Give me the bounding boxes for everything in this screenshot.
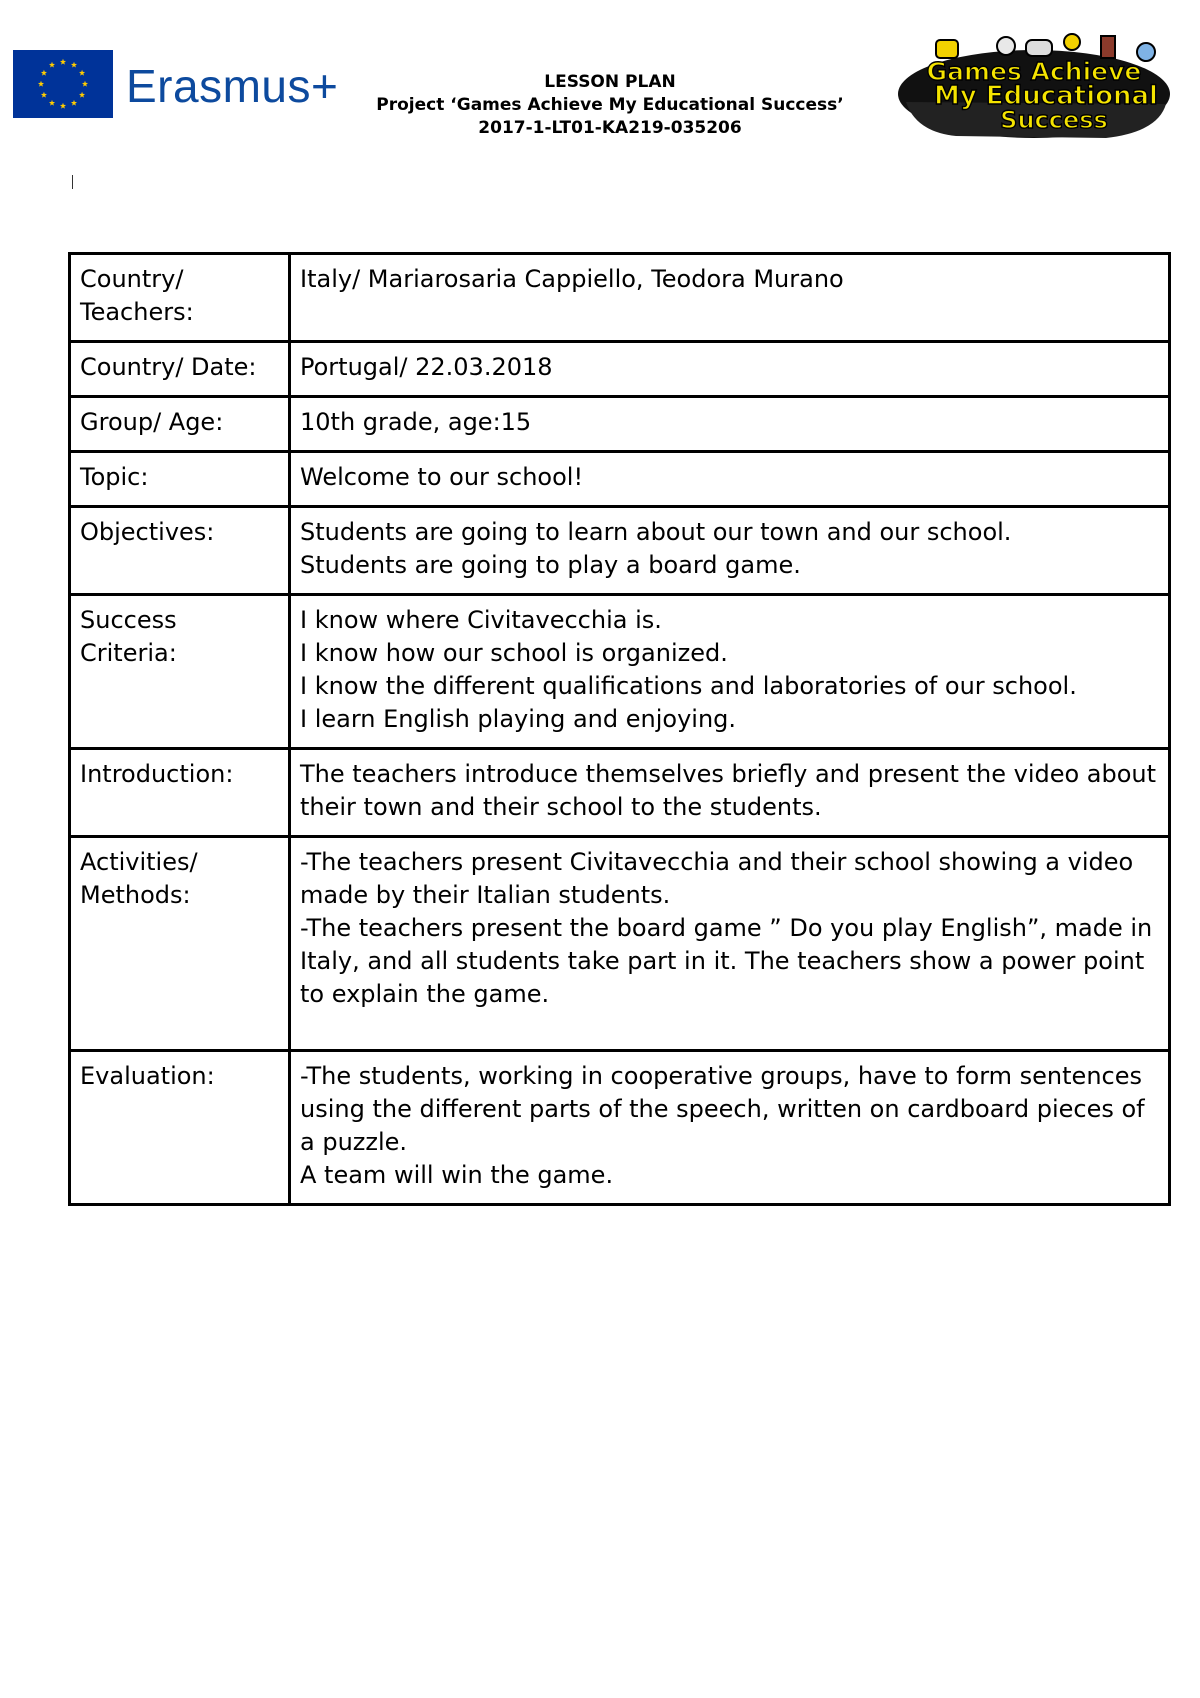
lesson-plan-table <box>68 252 1171 1206</box>
row-label: Evaluation: <box>70 1051 290 1205</box>
document-title: LESSON PLAN <box>544 72 676 92</box>
row-value: Welcome to our school! <box>290 452 1170 507</box>
row-value: The teachers introduce themselves briefly and present the video about their town and their school to the students. <box>290 749 1170 837</box>
project-name: Project ‘Games Achieve My Educational Success’ <box>376 95 844 115</box>
row-value: Students are going to learn about our town and our school. Students are going to play a board game. <box>290 507 1170 595</box>
row-value: -The teachers present Civitavecchia and their school showing a video made by their Italian students. -The teachers present the board game ” Do you play English”, made in Italy, and all students take part in it. The teachers show a power point to explain the game. <box>290 837 1170 1051</box>
row-label: Objectives: <box>70 507 290 595</box>
stray-mark <box>72 175 73 189</box>
row-value: 10th grade, age:15 <box>290 397 1170 452</box>
table-row <box>70 837 1170 1051</box>
row-label: Country/ Date: <box>70 342 290 397</box>
row-label: Topic: <box>70 452 290 507</box>
table-row <box>70 342 1170 397</box>
table-row <box>70 507 1170 595</box>
project-code: 2017-1-LT01-KA219-035206 <box>478 118 742 138</box>
table-row <box>70 397 1170 452</box>
eu-flag-icon <box>13 50 113 118</box>
row-value: I know where Civitavecchia is. I know how our school is organized. I know the different qualifications and laboratories of our school. I learn English playing and enjoying. <box>290 595 1170 749</box>
table-row <box>70 452 1170 507</box>
table-row <box>70 254 1170 342</box>
erasmus-plus-logo <box>13 50 353 122</box>
logo-line-2: My Educational <box>934 81 1158 111</box>
table-row <box>70 595 1170 749</box>
row-value: Italy/ Mariarosaria Cappiello, Teodora Murano <box>290 254 1170 342</box>
row-label: Country/ Teachers: <box>70 254 290 342</box>
table-row <box>70 749 1170 837</box>
row-label: Success Criteria: <box>70 595 290 749</box>
table-row <box>70 1051 1170 1205</box>
row-label: Group/ Age: <box>70 397 290 452</box>
row-label: Introduction: <box>70 749 290 837</box>
logo-line-1: Games Achieve <box>926 57 1142 86</box>
document-header <box>340 71 880 140</box>
erasmus-wordmark: Erasmus+ <box>126 60 339 112</box>
logo-line-3: Success <box>1000 106 1108 134</box>
row-value: Portugal/ 22.03.2018 <box>290 342 1170 397</box>
row-label: Activities/ Methods: <box>70 837 290 1051</box>
games-achieve-logo <box>896 32 1171 142</box>
row-value: -The students, working in cooperative groups, have to form sentences using the different parts of the speech, written on cardboard pieces of a puzzle. A team will win the game. <box>290 1051 1170 1205</box>
